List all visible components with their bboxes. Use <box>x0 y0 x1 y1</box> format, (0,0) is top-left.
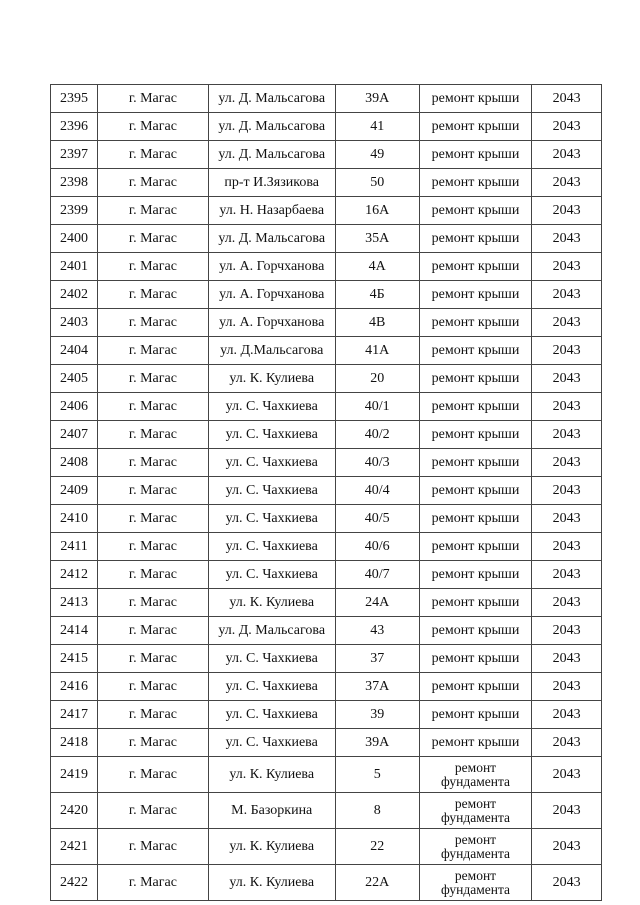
year-cell: 2043 <box>532 561 602 589</box>
row-number-cell: 2401 <box>51 253 98 281</box>
street-cell: ул. С. Чахкиева <box>208 561 335 589</box>
street-cell: ул. А. Горчханова <box>208 281 335 309</box>
year-cell: 2043 <box>532 757 602 793</box>
street-cell: ул. С. Чахкиева <box>208 729 335 757</box>
street-cell: ул. С. Чахкиева <box>208 393 335 421</box>
house-number-cell: 4Б <box>335 281 419 309</box>
house-number-cell: 40/5 <box>335 505 419 533</box>
work-type-cell: ремонт крыши <box>419 617 532 645</box>
house-number-cell: 37А <box>335 673 419 701</box>
street-cell: ул. С. Чахкиева <box>208 673 335 701</box>
row-number-cell: 2422 <box>51 865 98 901</box>
house-number-cell: 8 <box>335 793 419 829</box>
table-row <box>51 449 602 477</box>
house-number-cell: 40/7 <box>335 561 419 589</box>
city-cell: г. Магас <box>98 141 209 169</box>
street-cell: ул. А. Горчханова <box>208 253 335 281</box>
city-cell: г. Магас <box>98 645 209 673</box>
work-type-cell: ремонт крыши <box>419 477 532 505</box>
table-row <box>51 365 602 393</box>
work-type-cell: ремонт крыши <box>419 449 532 477</box>
table-row <box>51 393 602 421</box>
house-number-cell: 39А <box>335 85 419 113</box>
house-number-cell: 40/2 <box>335 421 419 449</box>
row-number-cell: 2419 <box>51 757 98 793</box>
year-cell: 2043 <box>532 617 602 645</box>
street-cell: ул. С. Чахкиева <box>208 449 335 477</box>
table-row <box>51 477 602 505</box>
table-row <box>51 645 602 673</box>
row-number-cell: 2409 <box>51 477 98 505</box>
city-cell: г. Магас <box>98 729 209 757</box>
year-cell: 2043 <box>532 645 602 673</box>
work-type-cell: ремонт крыши <box>419 113 532 141</box>
city-cell: г. Магас <box>98 589 209 617</box>
city-cell: г. Магас <box>98 617 209 645</box>
work-type-cell: ремонт крыши <box>419 169 532 197</box>
street-cell: ул. С. Чахкиева <box>208 477 335 505</box>
street-cell: ул. К. Кулиева <box>208 589 335 617</box>
table-row <box>51 533 602 561</box>
row-number-cell: 2416 <box>51 673 98 701</box>
street-cell: ул. Д.Мальсагова <box>208 337 335 365</box>
row-number-cell: 2410 <box>51 505 98 533</box>
work-type-cell: ремонт крыши <box>419 141 532 169</box>
table-row <box>51 169 602 197</box>
street-cell: ул. Д. Мальсагова <box>208 85 335 113</box>
work-type-cell: ремонт крыши <box>419 309 532 337</box>
year-cell: 2043 <box>532 829 602 865</box>
city-cell: г. Магас <box>98 169 209 197</box>
row-number-cell: 2414 <box>51 617 98 645</box>
table-row <box>51 865 602 901</box>
house-number-cell: 22А <box>335 865 419 901</box>
year-cell: 2043 <box>532 337 602 365</box>
street-cell: пр-т И.Зязикова <box>208 169 335 197</box>
city-cell: г. Магас <box>98 225 209 253</box>
row-number-cell: 2413 <box>51 589 98 617</box>
row-number-cell: 2405 <box>51 365 98 393</box>
row-number-cell: 2406 <box>51 393 98 421</box>
year-cell: 2043 <box>532 225 602 253</box>
house-number-cell: 24А <box>335 589 419 617</box>
table-row <box>51 829 602 865</box>
city-cell: г. Магас <box>98 253 209 281</box>
row-number-cell: 2404 <box>51 337 98 365</box>
year-cell: 2043 <box>532 169 602 197</box>
city-cell: г. Магас <box>98 865 209 901</box>
street-cell: М. Базоркина <box>208 793 335 829</box>
street-cell: ул. С. Чахкиева <box>208 421 335 449</box>
city-cell: г. Магас <box>98 281 209 309</box>
city-cell: г. Магас <box>98 449 209 477</box>
year-cell: 2043 <box>532 197 602 225</box>
city-cell: г. Магас <box>98 337 209 365</box>
work-type-cell: ремонт крыши <box>419 337 532 365</box>
row-number-cell: 2412 <box>51 561 98 589</box>
house-number-cell: 41А <box>335 337 419 365</box>
work-type-cell: ремонт крыши <box>419 533 532 561</box>
table-row <box>51 85 602 113</box>
row-number-cell: 2395 <box>51 85 98 113</box>
row-number-cell: 2396 <box>51 113 98 141</box>
table-row <box>51 421 602 449</box>
house-number-cell: 40/1 <box>335 393 419 421</box>
table-body <box>51 85 602 901</box>
city-cell: г. Магас <box>98 561 209 589</box>
work-type-cell: ремонт крыши <box>419 589 532 617</box>
work-type-cell: ремонт крыши <box>419 505 532 533</box>
work-type-cell: ремонт крыши <box>419 673 532 701</box>
row-number-cell: 2407 <box>51 421 98 449</box>
row-number-cell: 2418 <box>51 729 98 757</box>
city-cell: г. Магас <box>98 393 209 421</box>
house-number-cell: 37 <box>335 645 419 673</box>
city-cell: г. Магас <box>98 533 209 561</box>
table-row <box>51 793 602 829</box>
city-cell: г. Магас <box>98 477 209 505</box>
table-row <box>51 673 602 701</box>
street-cell: ул. С. Чахкиева <box>208 701 335 729</box>
house-number-cell: 16А <box>335 197 419 225</box>
year-cell: 2043 <box>532 701 602 729</box>
house-number-cell: 50 <box>335 169 419 197</box>
house-number-cell: 5 <box>335 757 419 793</box>
row-number-cell: 2421 <box>51 829 98 865</box>
house-number-cell: 49 <box>335 141 419 169</box>
year-cell: 2043 <box>532 533 602 561</box>
table-row <box>51 561 602 589</box>
city-cell: г. Магас <box>98 365 209 393</box>
street-cell: ул. А. Горчханова <box>208 309 335 337</box>
city-cell: г. Магас <box>98 309 209 337</box>
year-cell: 2043 <box>532 281 602 309</box>
table-row <box>51 225 602 253</box>
year-cell: 2043 <box>532 393 602 421</box>
city-cell: г. Магас <box>98 421 209 449</box>
work-type-cell: ремонт крыши <box>419 197 532 225</box>
row-number-cell: 2400 <box>51 225 98 253</box>
house-number-cell: 40/6 <box>335 533 419 561</box>
table-row <box>51 589 602 617</box>
year-cell: 2043 <box>532 85 602 113</box>
work-type-cell: ремонт крыши <box>419 645 532 673</box>
year-cell: 2043 <box>532 309 602 337</box>
row-number-cell: 2408 <box>51 449 98 477</box>
house-number-cell: 4А <box>335 253 419 281</box>
work-type-cell: ремонт крыши <box>419 561 532 589</box>
street-cell: ул. К. Кулиева <box>208 829 335 865</box>
work-type-cell: ремонт фундамента <box>419 793 532 829</box>
year-cell: 2043 <box>532 365 602 393</box>
street-cell: ул. Д. Мальсагова <box>208 617 335 645</box>
year-cell: 2043 <box>532 673 602 701</box>
house-number-cell: 39 <box>335 701 419 729</box>
street-cell: ул. Д. Мальсагова <box>208 113 335 141</box>
row-number-cell: 2398 <box>51 169 98 197</box>
city-cell: г. Магас <box>98 793 209 829</box>
house-number-cell: 4В <box>335 309 419 337</box>
street-cell: ул. С. Чахкиева <box>208 533 335 561</box>
house-number-cell: 22 <box>335 829 419 865</box>
street-cell: ул. К. Кулиева <box>208 757 335 793</box>
table-row <box>51 337 602 365</box>
table-row <box>51 309 602 337</box>
city-cell: г. Магас <box>98 85 209 113</box>
year-cell: 2043 <box>532 141 602 169</box>
row-number-cell: 2402 <box>51 281 98 309</box>
house-number-cell: 40/3 <box>335 449 419 477</box>
work-type-cell: ремонт крыши <box>419 393 532 421</box>
city-cell: г. Магас <box>98 197 209 225</box>
street-cell: ул. С. Чахкиева <box>208 645 335 673</box>
table-row <box>51 505 602 533</box>
year-cell: 2043 <box>532 113 602 141</box>
house-number-cell: 43 <box>335 617 419 645</box>
street-cell: ул. К. Кулиева <box>208 365 335 393</box>
work-type-cell: ремонт крыши <box>419 225 532 253</box>
work-type-cell: ремонт крыши <box>419 365 532 393</box>
row-number-cell: 2415 <box>51 645 98 673</box>
table-row <box>51 729 602 757</box>
table-row <box>51 141 602 169</box>
table-row <box>51 617 602 645</box>
street-cell: ул. С. Чахкиева <box>208 505 335 533</box>
street-cell: ул. Д. Мальсагова <box>208 141 335 169</box>
house-number-cell: 20 <box>335 365 419 393</box>
year-cell: 2043 <box>532 477 602 505</box>
table-row <box>51 757 602 793</box>
street-cell: ул. Д. Мальсагова <box>208 225 335 253</box>
work-type-cell: ремонт крыши <box>419 85 532 113</box>
table-row <box>51 113 602 141</box>
house-number-cell: 40/4 <box>335 477 419 505</box>
year-cell: 2043 <box>532 253 602 281</box>
table-row <box>51 281 602 309</box>
year-cell: 2043 <box>532 865 602 901</box>
repair-schedule-table <box>50 84 602 901</box>
city-cell: г. Магас <box>98 505 209 533</box>
house-number-cell: 35А <box>335 225 419 253</box>
row-number-cell: 2417 <box>51 701 98 729</box>
table-row <box>51 701 602 729</box>
city-cell: г. Магас <box>98 757 209 793</box>
row-number-cell: 2411 <box>51 533 98 561</box>
work-type-cell: ремонт крыши <box>419 253 532 281</box>
work-type-cell: ремонт фундамента <box>419 829 532 865</box>
row-number-cell: 2399 <box>51 197 98 225</box>
year-cell: 2043 <box>532 589 602 617</box>
year-cell: 2043 <box>532 505 602 533</box>
street-cell: ул. Н. Назарбаева <box>208 197 335 225</box>
street-cell: ул. К. Кулиева <box>208 865 335 901</box>
table-row <box>51 253 602 281</box>
city-cell: г. Магас <box>98 113 209 141</box>
work-type-cell: ремонт крыши <box>419 701 532 729</box>
row-number-cell: 2403 <box>51 309 98 337</box>
house-number-cell: 39А <box>335 729 419 757</box>
year-cell: 2043 <box>532 729 602 757</box>
city-cell: г. Магас <box>98 829 209 865</box>
year-cell: 2043 <box>532 421 602 449</box>
row-number-cell: 2420 <box>51 793 98 829</box>
work-type-cell: ремонт крыши <box>419 421 532 449</box>
row-number-cell: 2397 <box>51 141 98 169</box>
city-cell: г. Магас <box>98 701 209 729</box>
work-type-cell: ремонт крыши <box>419 281 532 309</box>
house-number-cell: 41 <box>335 113 419 141</box>
city-cell: г. Магас <box>98 673 209 701</box>
work-type-cell: ремонт фундамента <box>419 865 532 901</box>
year-cell: 2043 <box>532 793 602 829</box>
table-row <box>51 197 602 225</box>
work-type-cell: ремонт крыши <box>419 729 532 757</box>
work-type-cell: ремонт фундамента <box>419 757 532 793</box>
year-cell: 2043 <box>532 449 602 477</box>
